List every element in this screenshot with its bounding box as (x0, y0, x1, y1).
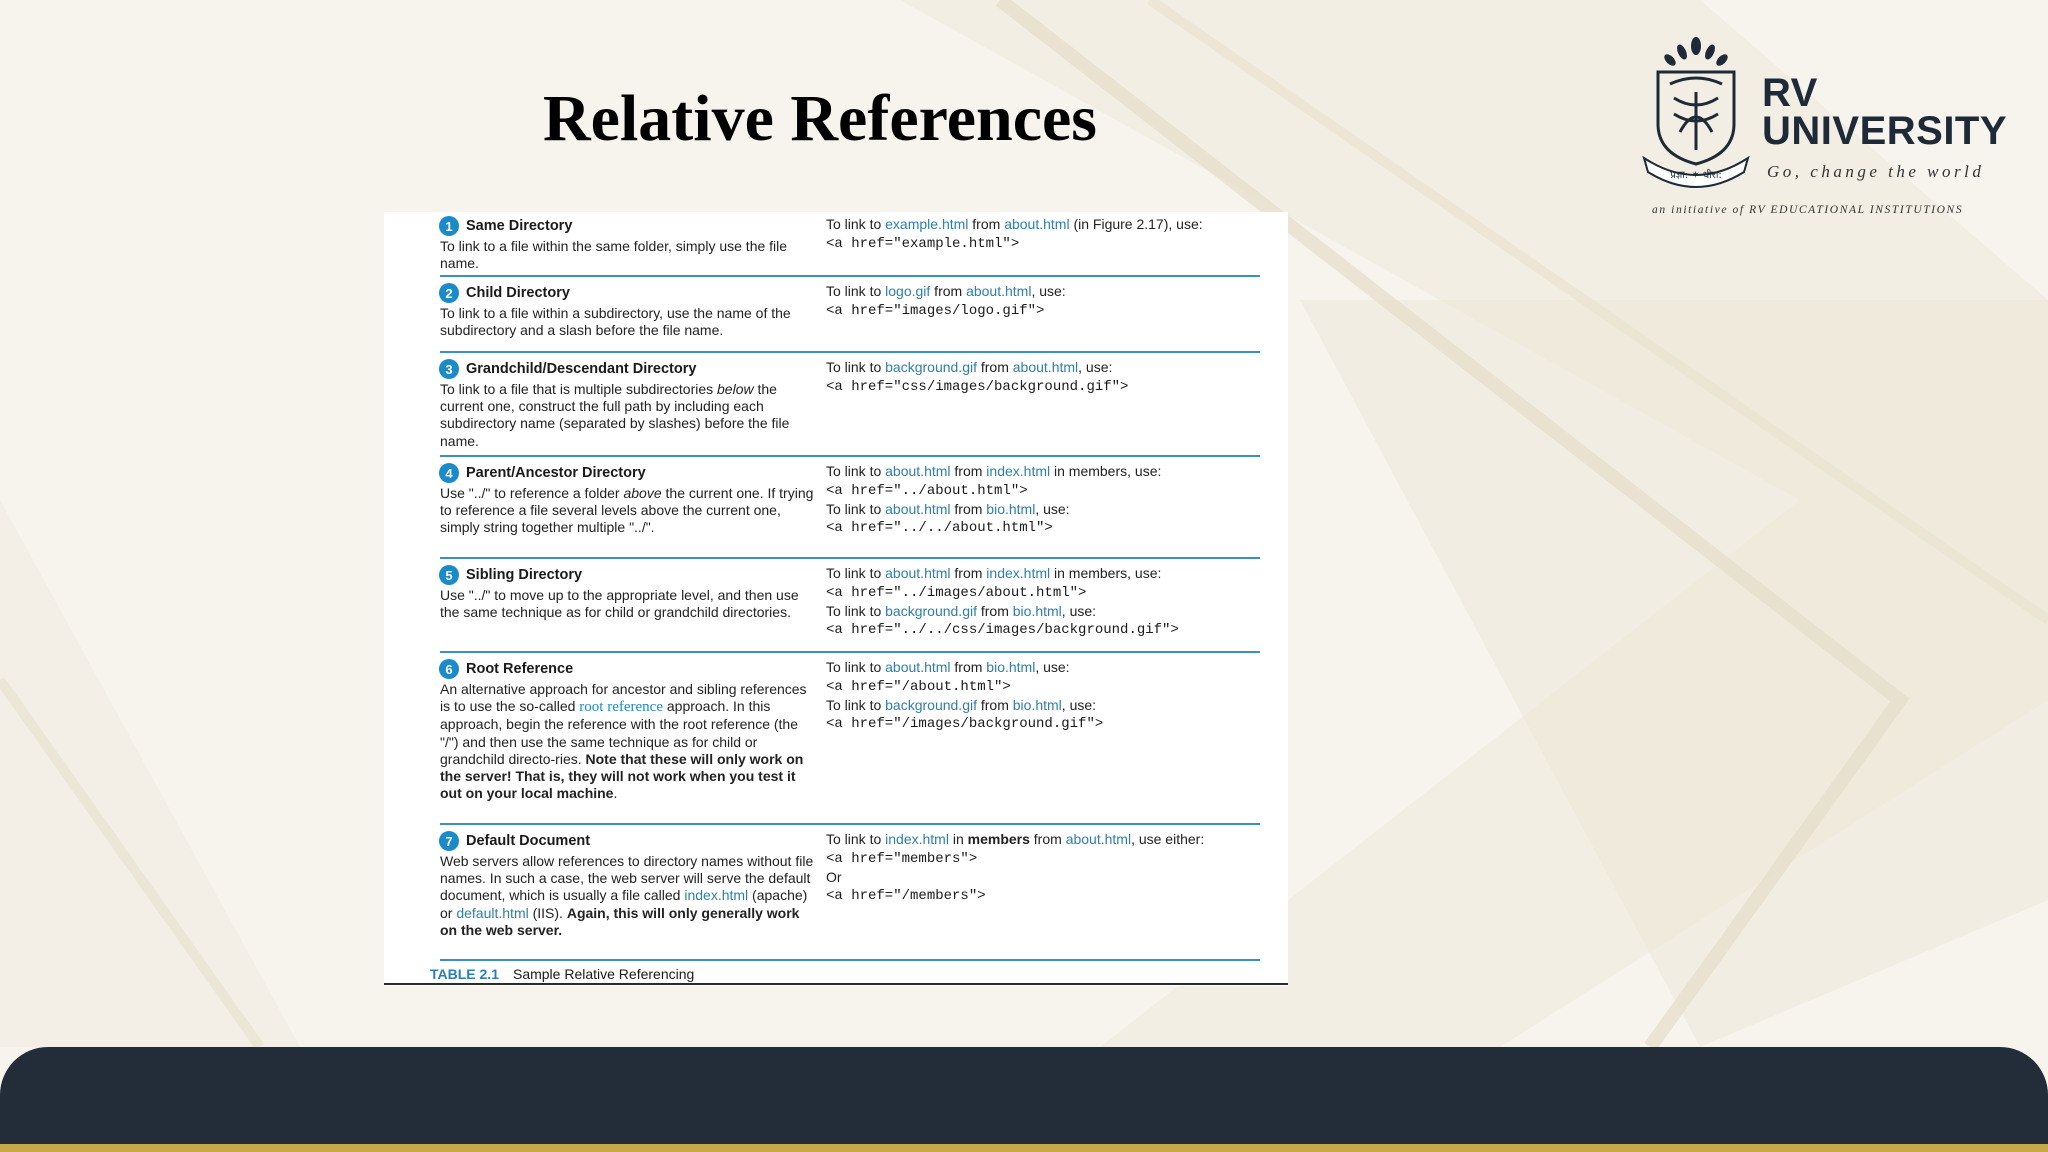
table-row-default-document (440, 825, 1260, 961)
slide-title: Relative References (542, 82, 1097, 155)
row-left-cell (440, 559, 820, 621)
row-left-cell (440, 212, 820, 272)
row-title: Sibling Directory (466, 567, 583, 583)
row-right-cell (826, 653, 1260, 734)
number-badge: 5 (439, 565, 459, 585)
row-right-cell (826, 457, 1260, 538)
row-description: Use "../" to move up to the appropriate level, and then use the same technique as for child or grandchild directories. (440, 587, 799, 621)
example-line: To link to about.html from bio.html, use: (826, 500, 1070, 517)
row-left-cell (440, 653, 820, 802)
caption-text: Sample Relative Referencing (512, 966, 695, 982)
example-line: To link to about.html from bio.html, use: (826, 659, 1070, 675)
code-example: <a href="members"> (826, 850, 978, 867)
row-right-cell (826, 559, 1260, 640)
example-line: To link to about.html from index.html in members, use: (826, 463, 1162, 479)
row-title: Grandchild/Descendant Directory (466, 361, 697, 377)
row-title: Child Directory (466, 285, 570, 301)
row-description: An alternative approach for ancestor and sibling references is to use the so-called root reference approach. In this approach, begin the reference with the root reference (the "/") and then use the same technique as for child or grandchild directo-ries. Note that these will only work on the server! That is, they will not work when you test it out on your local machine. (440, 681, 807, 802)
row-left-cell (440, 277, 820, 339)
row-title: Default Document (466, 833, 591, 849)
row-left-cell (440, 457, 820, 537)
relative-referencing-table (384, 212, 1288, 986)
row-description: Web servers allow references to directory names without file names. In such a case, the web server will serve the default document, which is usually a file called index.html (apache) or default.html (IIS). Again, this will only generally work on the web server. (440, 853, 814, 938)
row-right-cell (826, 277, 1260, 321)
number-badge: 6 (439, 659, 459, 679)
example-line: To link to background.gif from about.html, use: (826, 359, 1113, 375)
logo-name-line1: RV (1762, 71, 1818, 115)
row-description: To link to a file that is multiple subdirectories below the current one, construct the full path by including each subdirectory name (separated by slashes) before the file name. (440, 381, 790, 449)
example-line: To link to index.html in members from about.html, use either: (826, 831, 1205, 847)
university-crest-icon (1640, 32, 1752, 190)
table-row-parent-directory (440, 457, 1260, 559)
row-description: Use "../" to reference a folder above the current one. If trying to reference a file several levels above the current one, simply string together multiple "../". (440, 485, 814, 536)
table-row-child-directory (440, 277, 1260, 353)
row-right-cell (826, 353, 1260, 397)
code-example: <a href="/about.html"> (826, 678, 1011, 695)
number-badge: 3 (439, 359, 459, 379)
code-example: <a href="/images/background.gif"> (826, 716, 1104, 732)
number-badge: 7 (439, 831, 459, 851)
code-example: <a href="/members"> (826, 888, 986, 904)
example-line: To link to background.gif from bio.html, use: (826, 696, 1097, 713)
caption-tag: TABLE 2.1 (430, 966, 499, 982)
table-row-root-reference (440, 653, 1260, 825)
footer-gold-stripe (0, 1144, 2048, 1152)
table-row-sibling-directory (440, 559, 1260, 653)
example-line: To link to about.html from index.html in members, use: (826, 565, 1162, 581)
example-line: To link to example.html from about.html (in Figure 2.17), use: (826, 216, 1203, 232)
svg-text:प्रज्ञा: ✶ धीरा:: प्रज्ञा: ✶ धीरा: (1670, 170, 1722, 181)
logo-tagline: Go, change the world (1767, 162, 1985, 181)
number-badge: 2 (439, 283, 459, 303)
row-left-cell (440, 825, 820, 939)
code-example: <a href="../about.html"> (826, 482, 1028, 499)
footer-bar (0, 1047, 2048, 1152)
row-description: To link to a file within a subdirectory, use the name of the subdirectory and a slash before the file name. (440, 305, 791, 339)
row-left-cell (440, 353, 820, 450)
code-example: <a href="example.html"> (826, 235, 1020, 252)
number-badge: 1 (439, 216, 459, 236)
example-line: To link to logo.gif from about.html, use: (826, 283, 1066, 299)
code-example: <a href="../images/about.html"> (826, 584, 1087, 601)
row-title: Root Reference (466, 661, 574, 677)
table-row-same-directory (440, 212, 1260, 277)
table-row-grandchild-directory (440, 353, 1260, 457)
row-right-cell (826, 825, 1260, 906)
row-right-cell (826, 212, 1260, 254)
or-label: Or (826, 868, 842, 885)
logo-initiative: an initiative of RV EDUCATIONAL INSTITUTIONS (1652, 204, 1964, 216)
code-example: <a href="images/logo.gif"> (826, 302, 1045, 319)
rv-university-logo (1640, 32, 2010, 222)
table-rows (440, 212, 1260, 961)
row-title: Same Directory (466, 218, 573, 234)
code-example: <a href="../../css/images/background.gif"> (826, 622, 1179, 638)
row-title: Parent/Ancestor Directory (466, 465, 646, 481)
row-description: To link to a file within the same folder, simply use the file name. (440, 238, 788, 272)
table-caption (430, 966, 694, 982)
table-bottom-rule (384, 983, 1288, 985)
example-line: To link to background.gif from bio.html, use: (826, 602, 1097, 619)
code-example: <a href="css/images/background.gif"> (826, 378, 1129, 395)
logo-wordmark (1762, 71, 2008, 153)
logo-name-line2: UNIVERSITY (1762, 109, 2008, 153)
code-example: <a href="../../about.html"> (826, 520, 1053, 536)
number-badge: 4 (439, 463, 459, 483)
